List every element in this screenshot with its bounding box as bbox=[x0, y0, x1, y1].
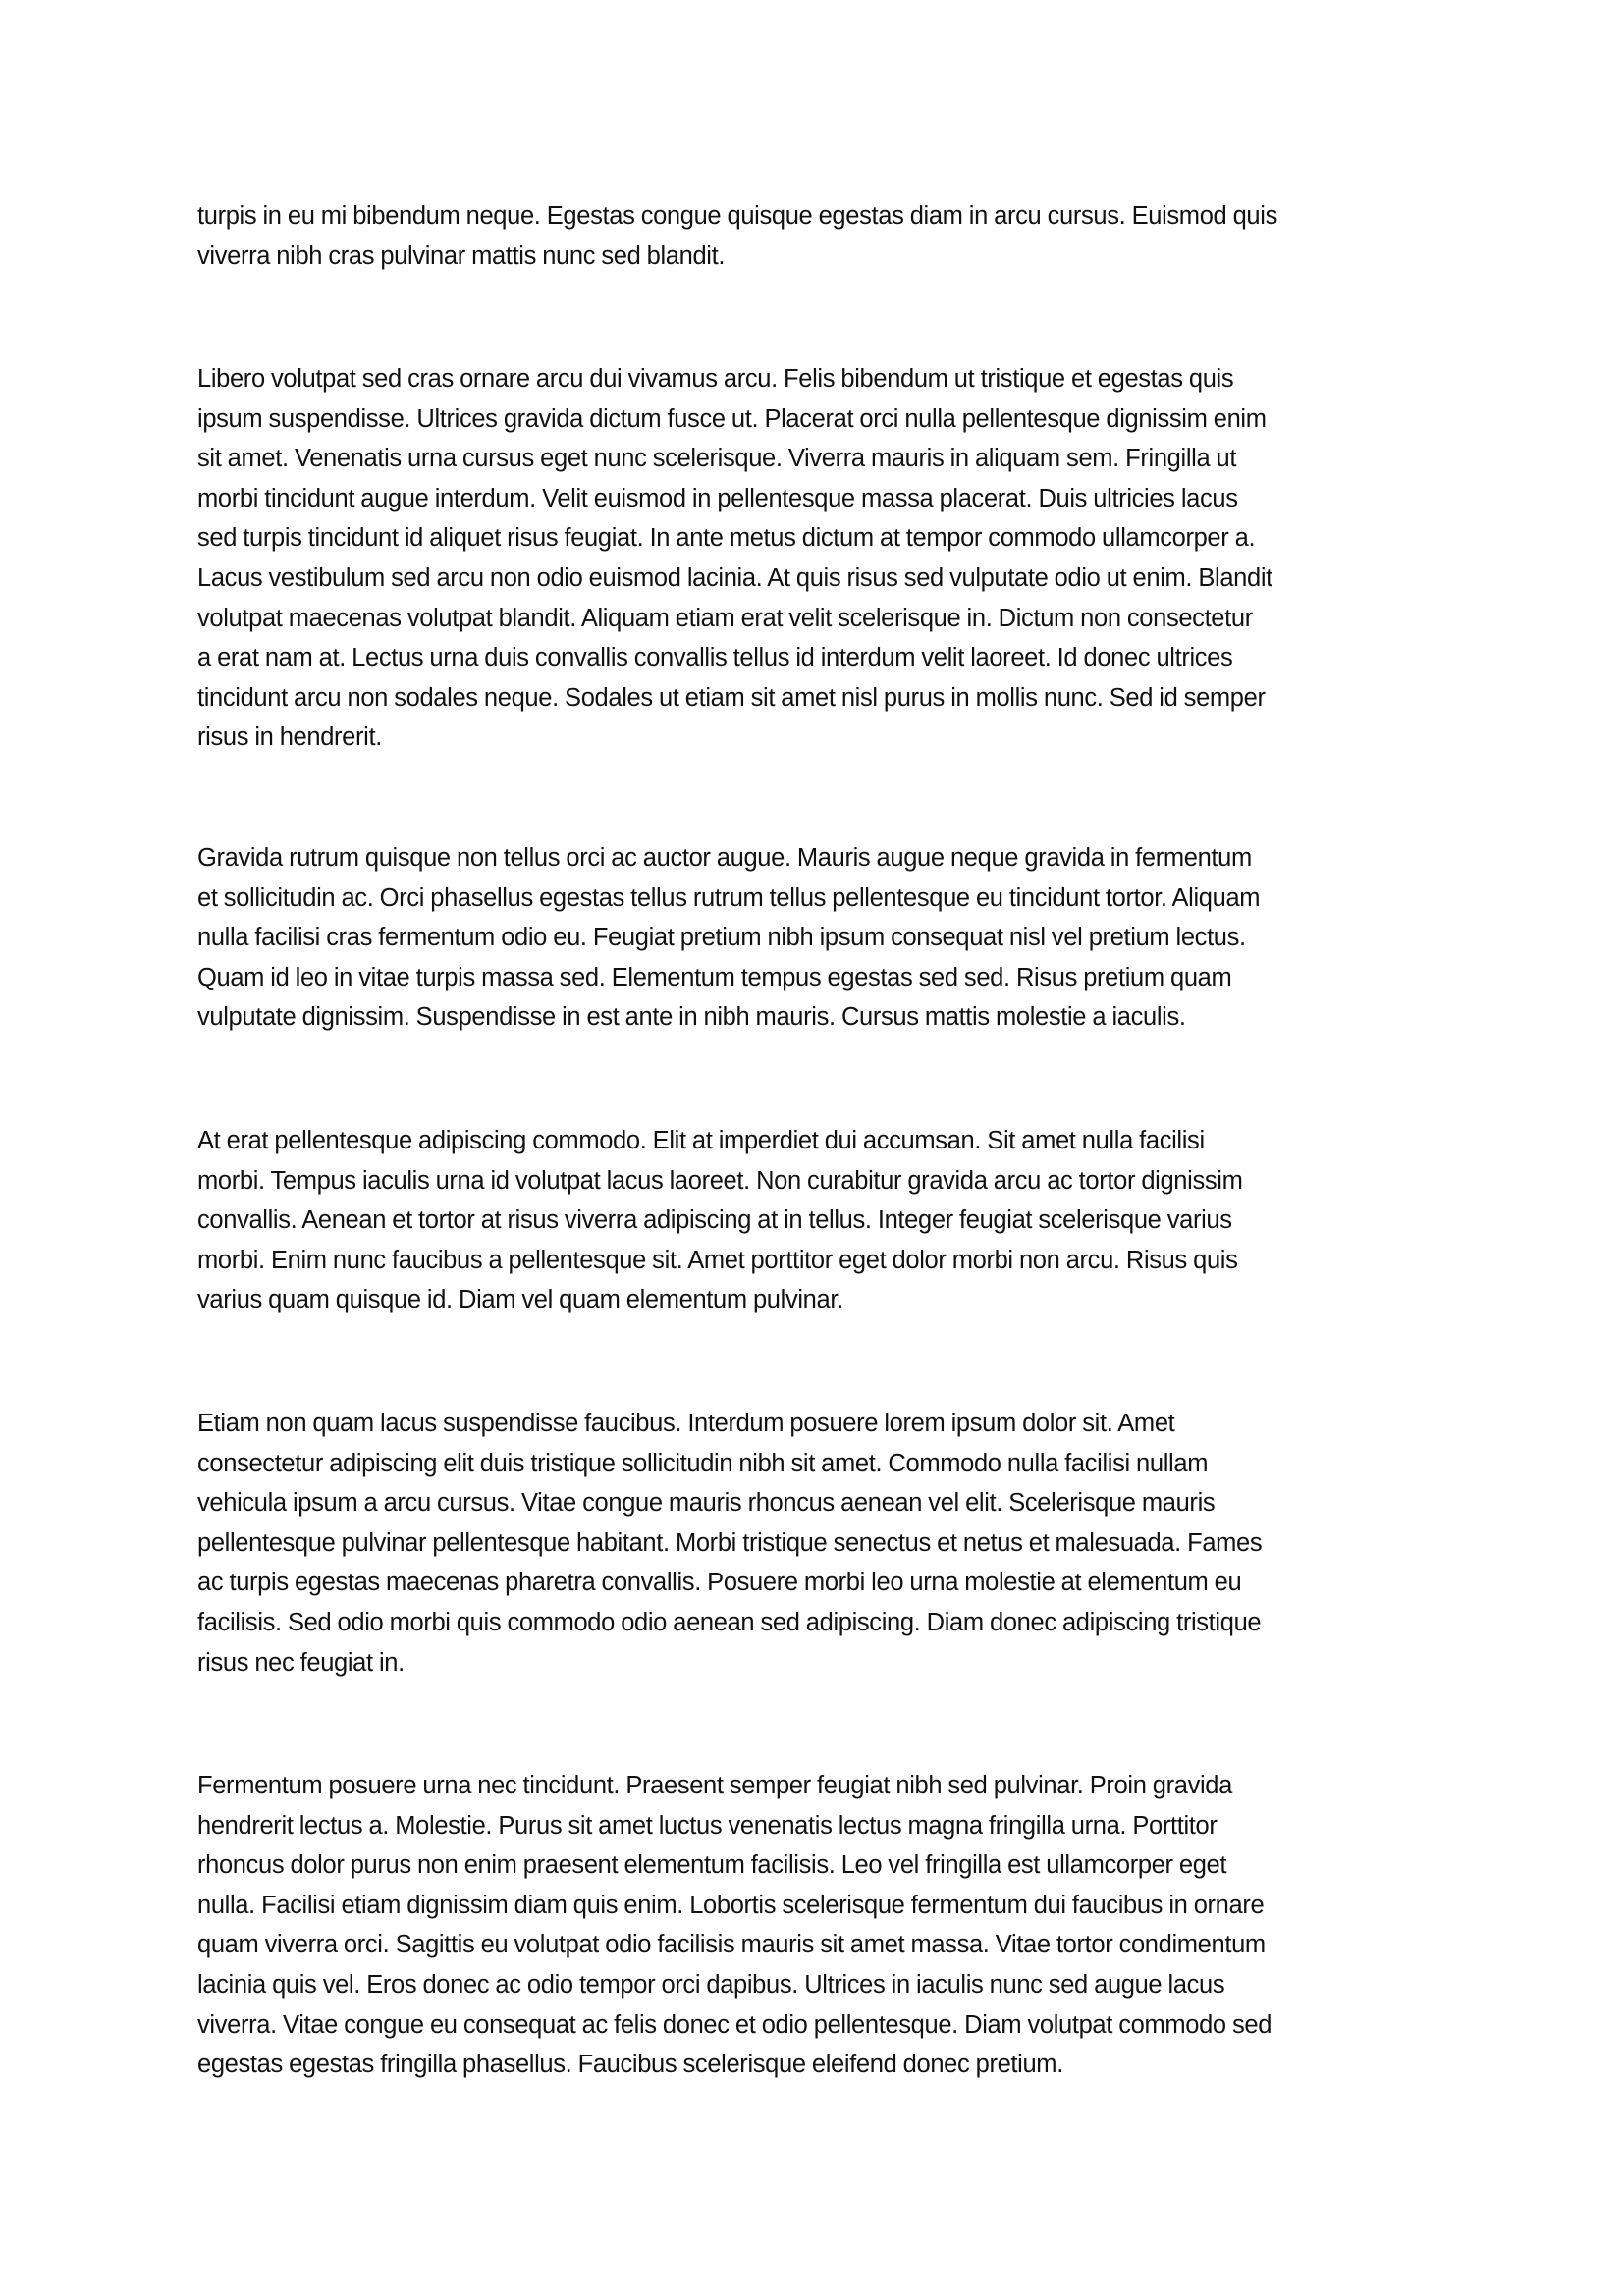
paragraph-1 bbox=[197, 196, 1474, 276]
text-line: Libero volutpat sed cras ornare arcu dui vivamus arcu. Felis bibendum ut tristique et egestas quis bbox=[197, 365, 1234, 393]
text-line: volutpat maecenas volutpat blandit. Aliquam etiam erat velit scelerisque in. Dictum non consectetur bbox=[197, 604, 1253, 632]
text-line: Fermentum posuere urna nec tincidunt. Praesent semper feugiat nibh sed pulvinar. Proin gravida bbox=[197, 1772, 1232, 1799]
text-line: turpis in eu mi bibendum neque. Egestas congue quisque egestas diam in arcu cursus. Euismod quis bbox=[197, 202, 1277, 230]
text-line: risus in hendrerit. bbox=[197, 723, 382, 752]
text-line: Etiam non quam lacus suspendisse faucibus. Interdum posuere lorem ipsum dolor sit. Amet bbox=[197, 1410, 1175, 1437]
text-line: ipsum suspendisse. Ultrices gravida dictum fusce ut. Placerat orci nulla pellentesque dignissim enim bbox=[197, 404, 1267, 433]
text-line: nulla facilisi cras fermentum odio eu. Feugiat pretium nibh ipsum consequat nisl vel pretium lectus. bbox=[197, 924, 1246, 952]
text-line: viverra nibh cras pulvinar mattis nunc sed blandit. bbox=[197, 241, 726, 270]
paragraph-5 bbox=[197, 1404, 1474, 1682]
text-line: convallis. Aenean et tortor at risus viverra adipiscing at in tellus. Integer feugiat scelerisque varius bbox=[197, 1206, 1232, 1235]
text-line: tincidunt arcu non sodales neque. Sodales ut etiam sit amet nisl purus in mollis nunc. Sed id semper bbox=[197, 683, 1266, 712]
text-line: vehicula ipsum a arcu cursus. Vitae congue mauris rhoncus aenean vel elit. Scelerisque mauris bbox=[197, 1489, 1216, 1518]
text-line: Lacus vestibulum sed arcu non odio euismod lacinia. At quis risus sed vulputate odio ut enim. Blandit bbox=[197, 563, 1272, 592]
text-line: At erat pellentesque adipiscing commodo. Elit at imperdiet dui accumsan. Sit amet nulla facilisi bbox=[197, 1127, 1205, 1154]
text-line: quam viverra orci. Sagittis eu volutpat odio facilisis mauris sit amet massa. Vitae tortor condimentum bbox=[197, 1931, 1266, 1959]
text-line: varius quam quisque id. Diam vel quam elementum pulvinar. bbox=[197, 1286, 843, 1314]
paragraph-6 bbox=[197, 1766, 1474, 2085]
text-line: sed turpis tincidunt id aliquet risus feugiat. In ante metus dictum at tempor commodo ullamcorper a. bbox=[197, 524, 1256, 553]
text-line: pellentesque pulvinar pellentesque habitant. Morbi tristique senectus et netus et malesuada. Fames bbox=[197, 1528, 1263, 1557]
text-line: morbi. Tempus iaculis urna id volutpat lacus laoreet. Non curabitur gravida arcu ac tortor dignissim bbox=[197, 1166, 1243, 1195]
text-line: hendrerit lectus a. Molestie. Purus sit amet luctus venenatis lectus magna fringilla urna. Porttitor bbox=[197, 1811, 1218, 1840]
text-line: viverra. Vitae congue eu consequat ac felis donec et odio pellentesque. Diam volutpat commodo sed bbox=[197, 2010, 1272, 2039]
paragraph-4 bbox=[197, 1121, 1474, 1320]
text-line: a erat nam at. Lectus urna duis convallis convallis tellus id interdum velit laoreet. Id donec ultrices bbox=[197, 644, 1233, 672]
text-line: morbi tincidunt augue interdum. Velit euismod in pellentesque massa placerat. Duis ultricies lacus bbox=[197, 484, 1238, 512]
text-line: nulla. Facilisi etiam dignissim diam quis enim. Lobortis scelerisque fermentum dui faucibus in ornare bbox=[197, 1891, 1265, 1919]
text-line: risus nec feugiat in. bbox=[197, 1648, 405, 1677]
text-line: et sollicitudin ac. Orci phasellus egestas tellus rutrum tellus pellentesque eu tincidunt tortor. Aliquam bbox=[197, 883, 1261, 912]
text-line: lacinia quis vel. Eros donec ac odio tempor orci dapibus. Ultrices in iaculis nunc sed augue lacus bbox=[197, 1970, 1225, 1999]
text-line: consectetur adipiscing elit duis tristique sollicitudin nibh sit amet. Commodo nulla facilisi nullam bbox=[197, 1449, 1209, 1477]
text-line: egestas egestas fringilla phasellus. Faucibus scelerisque eleifend donec pretium. bbox=[197, 2051, 1063, 2079]
text-line: morbi. Enim nunc faucibus a pellentesque sit. Amet porttitor eget dolor morbi non arcu. Risus quis bbox=[197, 1246, 1238, 1274]
text-line: rhoncus dolor purus non enim praesent elementum facilisis. Leo vel fringilla est ullamcorper eget bbox=[197, 1851, 1227, 1880]
paragraph-3 bbox=[197, 838, 1474, 1038]
text-line: facilisis. Sed odio morbi quis commodo odio aenean sed adipiscing. Diam donec adipiscing tristique bbox=[197, 1608, 1262, 1636]
text-line: ac turpis egestas maecenas pharetra convallis. Posuere morbi leo urna molestie at elementum eu bbox=[197, 1569, 1242, 1597]
text-line: Gravida rutrum quisque non tellus orci ac auctor augue. Mauris augue neque gravida in fermentum bbox=[197, 844, 1252, 872]
text-line: sit amet. Venenatis urna cursus eget nunc scelerisque. Viverra mauris in aliquam sem. Fringilla ut bbox=[197, 445, 1237, 473]
text-line: Quam id leo in vitae turpis massa sed. Elementum tempus egestas sed sed. Risus pretium quam bbox=[197, 963, 1232, 991]
text-line: vulputate dignissim. Suspendisse in est ante in nibh mauris. Cursus mattis molestie a iaculis. bbox=[197, 1003, 1186, 1032]
paragraph-2 bbox=[197, 359, 1474, 758]
